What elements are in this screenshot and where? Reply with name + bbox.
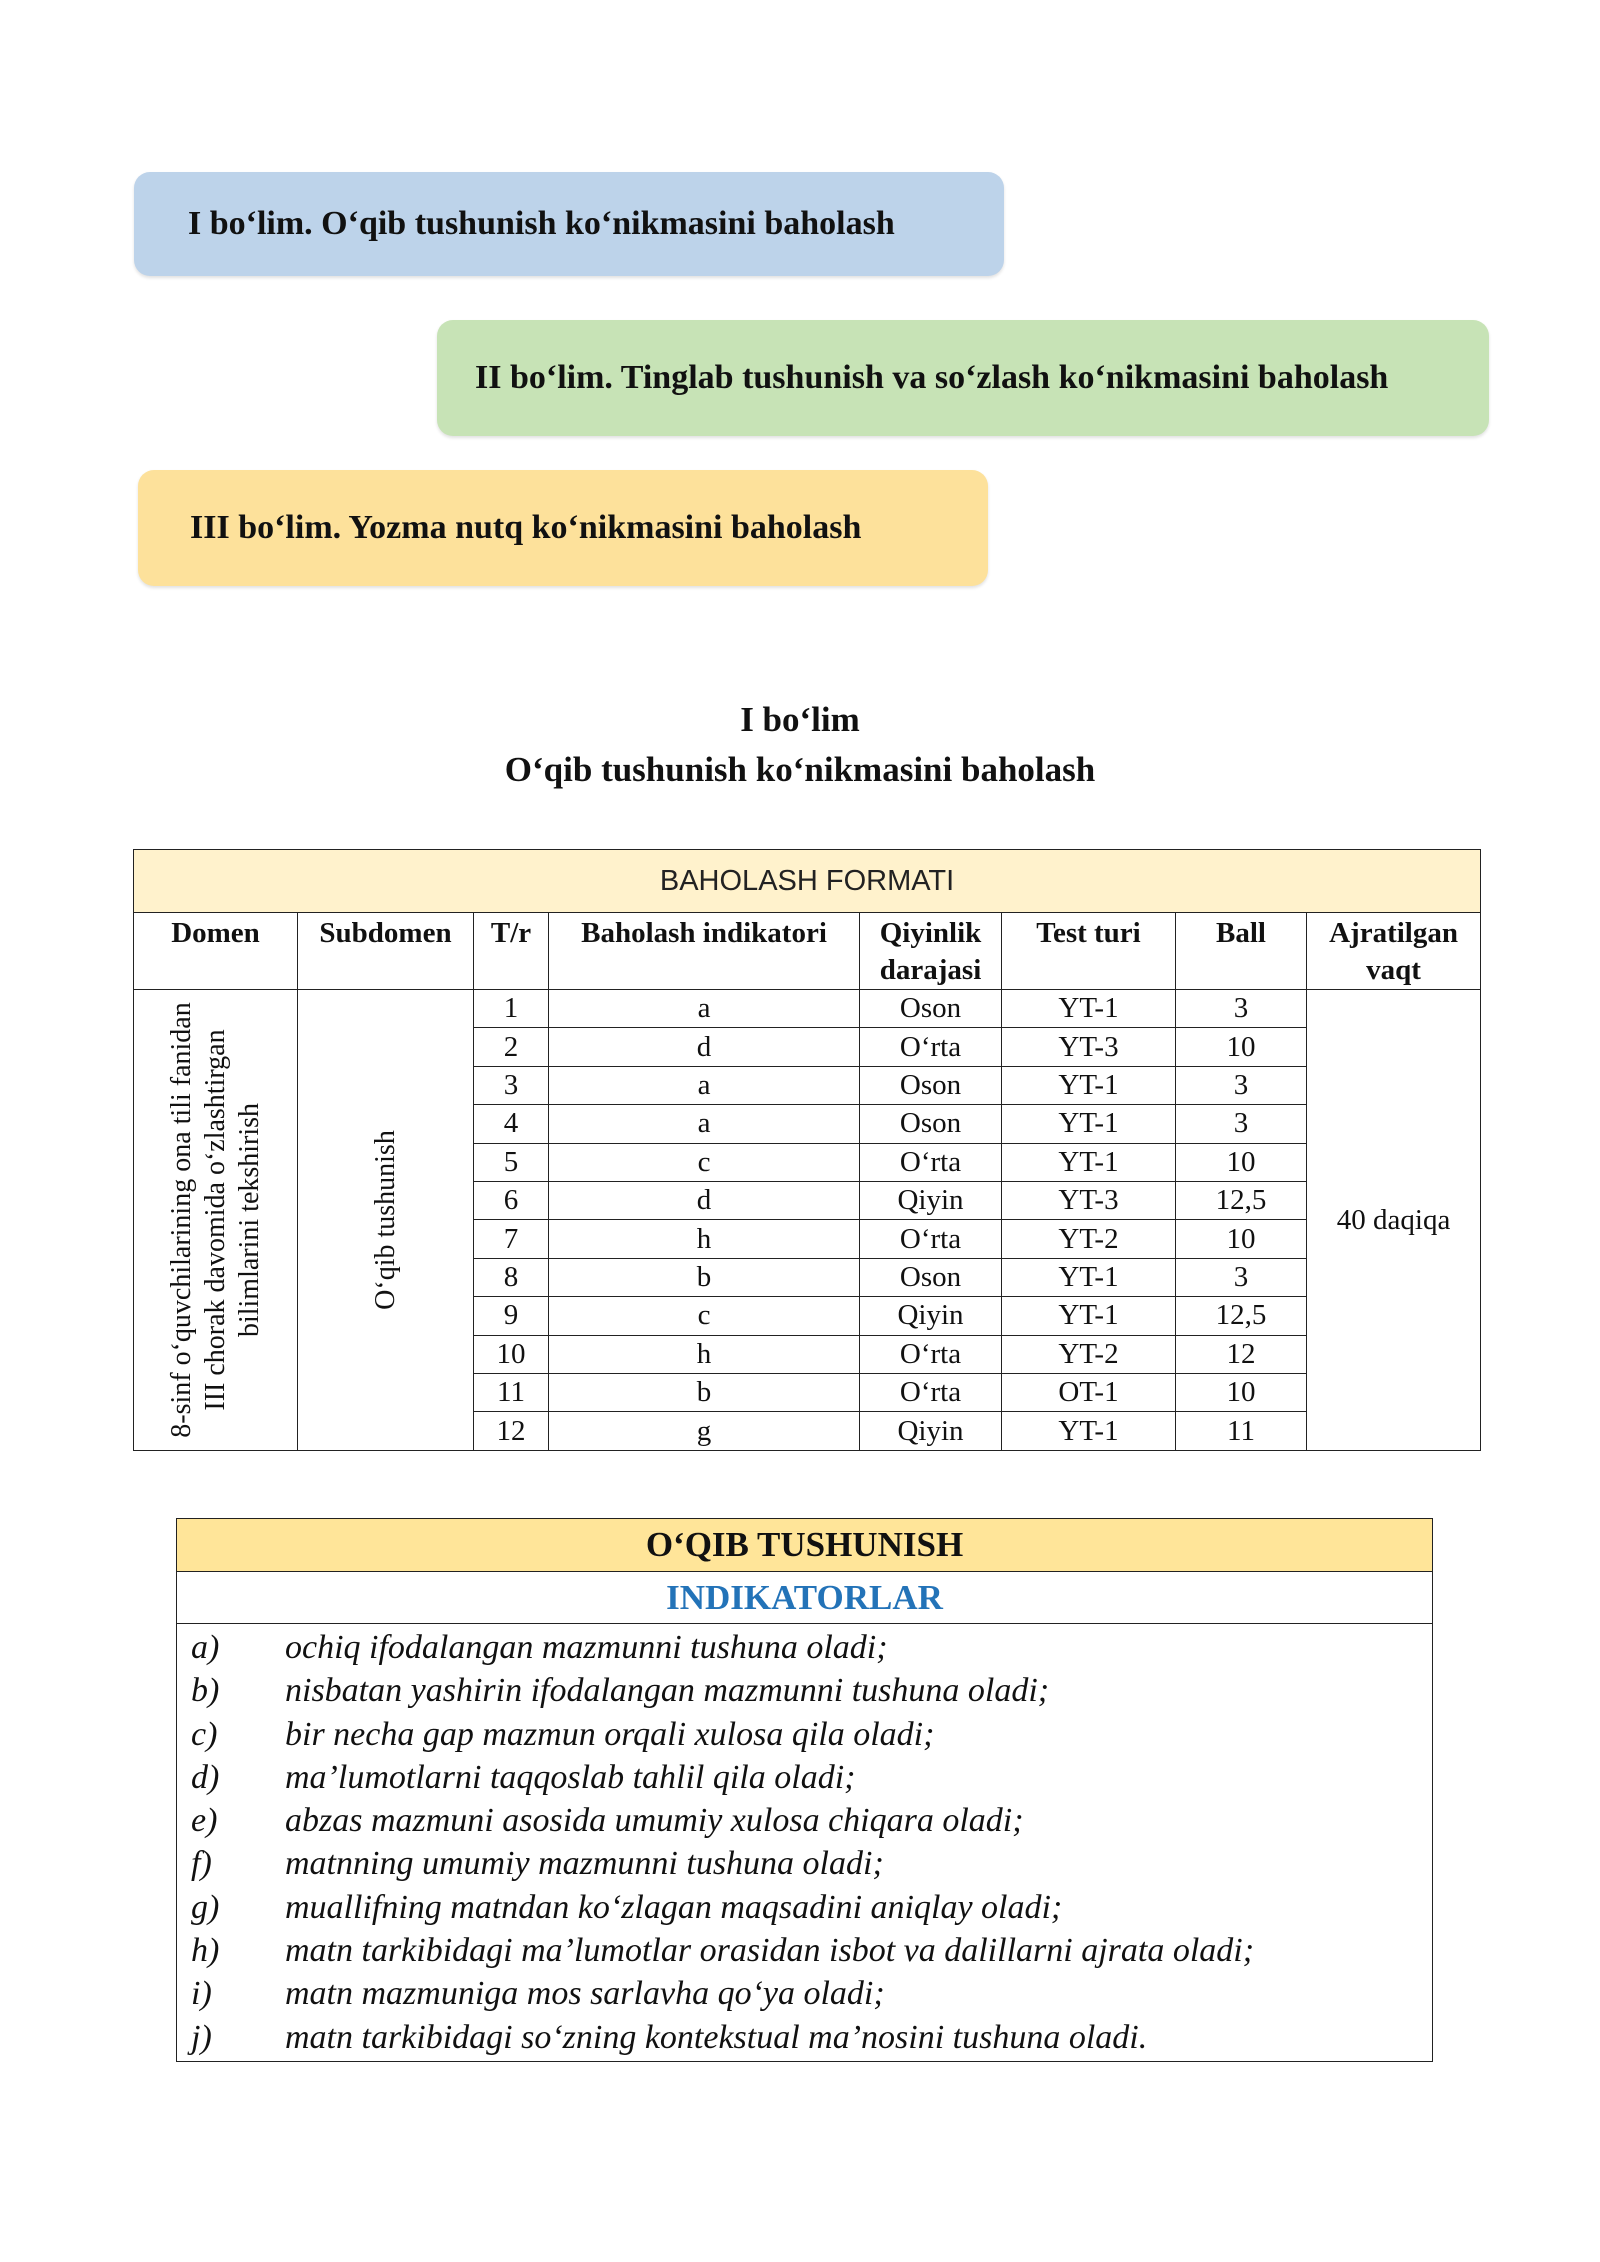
indicator-text: matnning umumiy mazmunni tushuna oladi; — [285, 1845, 884, 1883]
col-header-number: T/r — [474, 913, 549, 990]
row-number: 1 — [474, 990, 549, 1028]
row-difficulty: Oson — [860, 1105, 1002, 1143]
row-number: 5 — [474, 1143, 549, 1181]
row-ball: 10 — [1176, 1374, 1307, 1412]
row-test-type: YT-1 — [1002, 1105, 1176, 1143]
row-test-type: OT-1 — [1002, 1374, 1176, 1412]
indicators-title: O‘QIB TUSHUNISH — [177, 1519, 1432, 1572]
row-indicator: h — [549, 1220, 860, 1258]
table-header-row — [134, 913, 1481, 990]
row-ball: 12,5 — [1176, 1297, 1307, 1335]
row-ball: 10 — [1176, 1028, 1307, 1066]
section-3-banner — [138, 470, 988, 586]
row-test-type: YT-1 — [1002, 990, 1176, 1028]
row-difficulty: O‘rta — [860, 1028, 1002, 1066]
col-header-subdomain: Subdomen — [298, 913, 474, 990]
domain-cell — [134, 990, 298, 1451]
row-difficulty: Oson — [860, 990, 1002, 1028]
time-cell: 40 daqiqa — [1307, 990, 1481, 1451]
indicator-text: ochiq ifodalangan mazmunni tushuna oladi; — [285, 1629, 888, 1666]
row-indicator: a — [549, 1066, 860, 1104]
row-number: 10 — [474, 1335, 549, 1373]
indicator-item — [177, 2016, 1432, 2059]
row-difficulty: Qiyin — [860, 1412, 1002, 1451]
row-ball: 3 — [1176, 1258, 1307, 1296]
row-indicator: g — [549, 1412, 860, 1451]
row-number: 4 — [474, 1105, 549, 1143]
indicator-text: bir necha gap mazmun orqali xulosa qila oladi; — [285, 1715, 935, 1753]
indicator-letter: g) — [191, 1888, 220, 1926]
row-indicator: d — [549, 1028, 860, 1066]
indicator-text: nisbatan yashirin ifodalangan mazmunni tushuna oladi; — [285, 1672, 1050, 1710]
indicator-text: matn mazmuniga mos sarlavha qo‘ya oladi; — [285, 1975, 885, 2013]
row-ball: 10 — [1176, 1220, 1307, 1258]
col-header-time: Ajratilgan vaqt — [1307, 913, 1481, 990]
row-ball: 12 — [1176, 1335, 1307, 1373]
indicator-letter: b) — [191, 1672, 220, 1710]
row-difficulty: O‘rta — [860, 1220, 1002, 1258]
row-indicator: c — [549, 1297, 860, 1335]
row-number: 9 — [474, 1297, 549, 1335]
row-indicator: a — [549, 990, 860, 1028]
row-test-type: YT-1 — [1002, 1066, 1176, 1104]
indicator-letter: d) — [191, 1758, 220, 1796]
indicator-item — [177, 1886, 1432, 1929]
table-title: BAHOLASH FORMATI — [134, 850, 1481, 913]
row-indicator: d — [549, 1182, 860, 1220]
indicators-box — [176, 1518, 1433, 2062]
indicator-item — [177, 1929, 1432, 1972]
indicator-item — [177, 1842, 1432, 1885]
row-number: 11 — [474, 1374, 549, 1412]
col-header-test-type: Test turi — [1002, 913, 1176, 990]
row-number: 12 — [474, 1412, 549, 1451]
indicator-text: matn tarkibidagi so‘zning kontekstual ma’nosini tushuna oladi. — [285, 2018, 1148, 2056]
row-test-type: YT-2 — [1002, 1220, 1176, 1258]
row-difficulty: Oson — [860, 1258, 1002, 1296]
indicator-letter: j) — [191, 2018, 212, 2056]
section-1-banner-label: I bo‘lim. O‘qib tushunish ko‘nikmasini baholash — [188, 205, 895, 242]
row-indicator: a — [549, 1105, 860, 1143]
row-ball: 3 — [1176, 990, 1307, 1028]
section-2-banner-label: II bo‘lim. Tinglab tushunish va so‘zlash ko‘nikmasini baholash — [475, 359, 1389, 396]
col-header-difficulty: Qiyinlik darajasi — [860, 913, 1002, 990]
row-indicator: c — [549, 1143, 860, 1181]
col-header-indicator: Baholash indikatori — [549, 913, 860, 990]
col-header-ball: Ball — [1176, 913, 1307, 990]
row-ball: 12,5 — [1176, 1182, 1307, 1220]
indicator-text: abzas mazmuni asosida umumiy xulosa chiqara oladi; — [285, 1802, 1024, 1840]
indicator-text: muallifning matndan ko‘zlagan maqsadini aniqlay oladi; — [285, 1888, 1063, 1926]
row-difficulty: O‘rta — [860, 1143, 1002, 1181]
indicators-list — [177, 1624, 1432, 2061]
subdomain-text: O‘qib tushunish — [369, 1130, 401, 1310]
row-difficulty: Oson — [860, 1066, 1002, 1104]
row-ball: 3 — [1176, 1105, 1307, 1143]
table-row — [134, 990, 1481, 1028]
section-1-banner — [134, 172, 1004, 276]
indicator-letter: c) — [191, 1715, 218, 1753]
indicator-item — [177, 1626, 1432, 1669]
row-test-type: YT-3 — [1002, 1028, 1176, 1066]
row-test-type: YT-1 — [1002, 1258, 1176, 1296]
indicator-letter: f) — [191, 1845, 212, 1883]
row-test-type: YT-2 — [1002, 1335, 1176, 1373]
row-indicator: b — [549, 1258, 860, 1296]
domain-text: 8-sinf o‘quvchilarining ona tili fanidan III chorak davomida o‘zlashtirgan bilimlarini tekshirish — [165, 1002, 265, 1438]
row-number: 6 — [474, 1182, 549, 1220]
indicator-item — [177, 1713, 1432, 1756]
row-test-type: YT-1 — [1002, 1412, 1176, 1451]
indicator-item — [177, 1669, 1432, 1712]
row-test-type: YT-1 — [1002, 1297, 1176, 1335]
section-2-banner — [437, 320, 1489, 436]
row-difficulty: O‘rta — [860, 1374, 1002, 1412]
indicators-subtitle: INDIKATORLAR — [177, 1572, 1432, 1624]
assessment-format-table — [133, 849, 1481, 1451]
row-test-type: YT-1 — [1002, 1143, 1176, 1181]
section-3-banner-label: III bo‘lim. Yozma nutq ko‘nikmasini baholash — [190, 509, 862, 546]
indicator-item — [177, 1756, 1432, 1799]
indicator-letter: i) — [191, 1975, 212, 2013]
indicator-letter: e) — [191, 1802, 218, 1840]
row-number: 2 — [474, 1028, 549, 1066]
row-number: 3 — [474, 1066, 549, 1104]
row-difficulty: O‘rta — [860, 1335, 1002, 1373]
indicator-text: ma’lumotlarni taqqoslab tahlil qila oladi; — [285, 1758, 856, 1796]
row-indicator: b — [549, 1374, 860, 1412]
row-ball: 11 — [1176, 1412, 1307, 1451]
indicator-text: matn tarkibidagi ma’lumotlar orasidan isbot va dalillarni ajrata oladi; — [285, 1932, 1255, 1970]
row-test-type: YT-3 — [1002, 1182, 1176, 1220]
row-number: 8 — [474, 1258, 549, 1296]
indicator-item — [177, 1799, 1432, 1842]
row-ball: 10 — [1176, 1143, 1307, 1181]
col-header-domain: Domen — [134, 913, 298, 990]
subdomain-cell — [298, 990, 474, 1451]
row-ball: 3 — [1176, 1066, 1307, 1104]
row-number: 7 — [474, 1220, 549, 1258]
section-subheading: O‘qib tushunish ko‘nikmasini baholash — [504, 750, 1096, 789]
row-difficulty: Qiyin — [860, 1182, 1002, 1220]
row-difficulty: Qiyin — [860, 1297, 1002, 1335]
indicator-letter: a) — [191, 1629, 220, 1666]
indicator-item — [177, 1972, 1432, 2015]
section-heading: I bo‘lim — [740, 700, 860, 739]
indicator-letter: h) — [191, 1932, 220, 1970]
row-indicator: h — [549, 1335, 860, 1373]
